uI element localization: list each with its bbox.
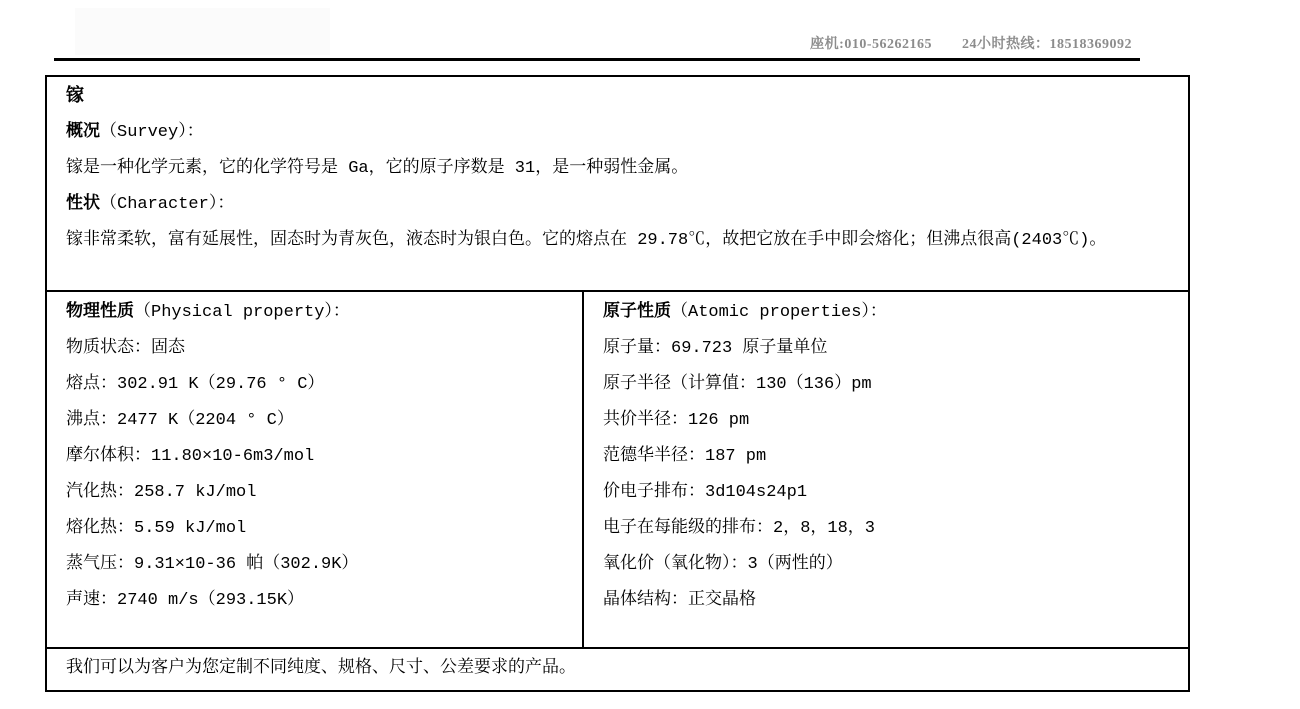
atomic-properties-heading [603,295,1178,331]
physical-property-row: 汽化热：258.7 kJ/mol [66,483,257,502]
physical-property-row: 声速：2740 m/s（293.15K） [66,591,305,610]
header-divider [54,58,1140,61]
atomic-properties-column [584,292,1188,647]
physical-property-row: 熔化热：5.59 kJ/mol [66,519,247,538]
physical-properties-heading [66,295,572,331]
physical-property-row: 沸点：2477 K（2204 ° C） [66,411,294,430]
physical-property-row: 物质状态：固态 [66,339,185,358]
customization-note: 我们可以为客户为您定制不同纯度、规格、尺寸、公差要求的产品。 [66,659,576,679]
company-logo [75,8,330,55]
atomic-property-row: 电子在每能级的排布：2，8，18，3 [603,519,876,538]
atomic-property-row: 共价半径：126 pm [603,411,750,430]
survey-heading [66,115,1170,151]
character-heading-label: 性状 [66,195,100,214]
physical-properties-column [47,292,584,647]
element-info-table [45,75,1190,692]
character-heading-suffix: （Character）： [100,195,235,214]
hotline-number: 24小时热线：18518369092 [962,37,1132,52]
properties-section [47,292,1188,649]
element-title: 镓 [66,87,84,107]
character-text: 镓非常柔软，富有延展性，固态时为青灰色，液态时为银白色。它的熔点在 29.78℃，故把它放在手中即会熔化；但沸点很高(2403℃)。 [66,231,1107,250]
landline-number: 座机:010-56262165 [810,37,932,52]
atomic-property-row: 价电子排布：3d104s24p1 [603,483,808,502]
atomic-property-row: 原子半径（计算值：130（136）pm [603,375,872,394]
physical-properties-heading-suffix: （Physical property）： [134,303,350,322]
overview-section [47,77,1188,292]
survey-heading-label: 概况 [66,123,100,142]
atomic-property-row: 原子量：69.723 原子量单位 [603,339,828,358]
atomic-property-row: 范德华半径：187 pm [603,447,767,466]
physical-property-row: 摩尔体积：11.80×10-6m3/mol [66,447,315,466]
character-heading [66,187,1170,223]
atomic-property-row: 氧化价（氧化物）：3（两性的） [603,555,843,574]
survey-text: 镓是一种化学元素，它的化学符号是 Ga，它的原子序数是 31，是一种弱性金属。 [66,159,689,178]
physical-properties-heading-label: 物理性质 [66,303,134,322]
physical-property-row: 蒸气压：9.31×10-36 帕（302.9K） [66,555,359,574]
survey-heading-suffix: （Survey）： [100,123,204,142]
atomic-property-row: 晶体结构：正交晶格 [603,591,756,610]
atomic-properties-heading-label: 原子性质 [603,303,671,322]
atomic-properties-heading-suffix: （Atomic properties）： [671,303,887,322]
physical-property-row: 熔点：302.91 K（29.76 ° C） [66,375,325,394]
header-contact-info [810,33,1132,53]
customization-note-section [47,649,1188,690]
